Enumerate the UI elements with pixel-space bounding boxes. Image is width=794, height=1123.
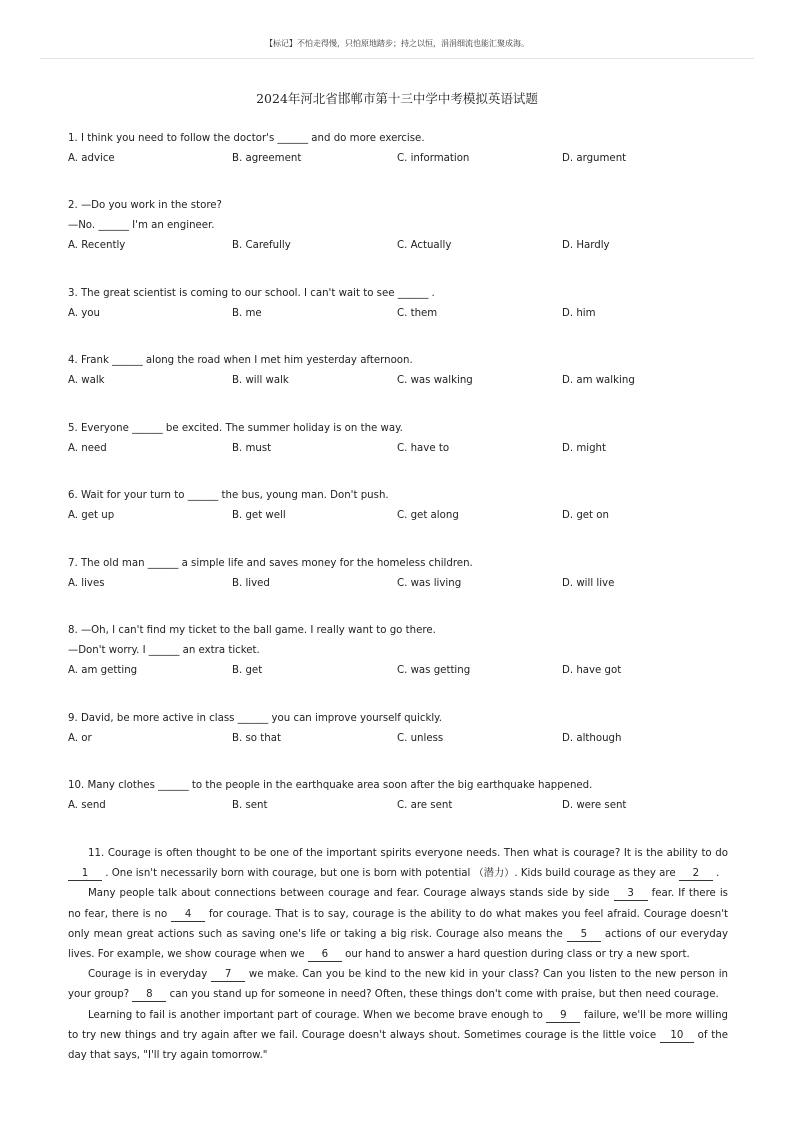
option-c: C. have to xyxy=(397,443,450,454)
blank-8: 8 xyxy=(132,989,166,1002)
option-b: B. lived xyxy=(232,578,270,589)
passage-text: our hand to answer a hard question during class or try a new sport. xyxy=(341,949,690,961)
option-b: B. sent xyxy=(232,800,268,811)
question-2 xyxy=(68,196,748,256)
option-d: D. get on xyxy=(562,510,609,521)
question-4 xyxy=(68,351,748,391)
blank-5: 5 xyxy=(567,929,601,942)
question-stem: 4. Frank ______ along the road when I met him yesterday afternoon. xyxy=(68,355,413,366)
header-motto: 【标记】不怕走得慢，只怕原地踏步；持之以恒，涓涓细流也能汇聚成海。 xyxy=(265,39,529,48)
passage-text: for courage. That is to say, courage is the ability to do what makes you feel afraid. Courage doesn't only mean great actions such as saving one's life or taking a big risk. Courage also means the xyxy=(68,908,729,940)
question-5 xyxy=(68,419,748,459)
option-a: A. need xyxy=(68,443,107,454)
option-c: C. get along xyxy=(397,510,459,521)
question-7 xyxy=(68,554,748,594)
passage-text: failure, we'll be more willing to try new things and try again after we fail. Courage doesn't always shout. Sometimes courage is the little voice xyxy=(68,1009,728,1041)
option-a: A. you xyxy=(68,308,100,319)
question-stem: 3. The great scientist is coming to our school. I can't wait to see ______ . xyxy=(68,288,435,299)
passage-text: Courage is in everyday xyxy=(88,969,212,981)
page-title: 2024年河北省邯郸市第十三中学中考模拟英语试题 xyxy=(256,91,538,106)
question-options xyxy=(68,729,748,749)
passage-text: of the day that says, "I'll try again tomorrow." xyxy=(68,1029,728,1062)
question-6 xyxy=(68,486,748,526)
blank-4: 4 xyxy=(171,909,205,922)
option-b: B. me xyxy=(232,308,262,319)
question-options xyxy=(68,506,748,526)
option-d: D. were sent xyxy=(562,800,627,811)
question-stem: 10. Many clothes ______ to the people in the earthquake area soon after the big earthquake happened. xyxy=(68,780,593,791)
option-a: A. lives xyxy=(68,578,105,589)
option-b: B. must xyxy=(232,443,272,454)
question-options xyxy=(68,796,748,816)
option-b: B. Carefully xyxy=(232,240,291,251)
question-1 xyxy=(68,129,748,169)
option-b: B. agreement xyxy=(232,153,302,164)
option-c: C. was walking xyxy=(397,375,473,386)
option-d: D. him xyxy=(562,308,596,319)
option-a: A. walk xyxy=(68,375,105,386)
question-stem: 6. Wait for your turn to ______ the bus, young man. Don't push. xyxy=(68,490,389,501)
option-b: B. get well xyxy=(232,510,286,521)
passage-text: actions of our everyday lives. For example, we show courage when we xyxy=(68,928,728,961)
question-stem: 1. I think you need to follow the doctor's ______ and do more exercise. xyxy=(68,133,425,144)
passage-paragraph-2 xyxy=(68,884,728,965)
passage-text: fear. If there is no fear, there is no xyxy=(68,888,728,920)
option-d: D. although xyxy=(562,733,622,744)
question-stem: 2. —Do you work in the store? xyxy=(68,200,222,211)
option-d: D. Hardly xyxy=(562,240,610,251)
option-d: D. am walking xyxy=(562,375,635,386)
question-stem: 8. —Oh, I can't find my ticket to the ball game. I really want to go there. xyxy=(68,625,436,636)
question-8 xyxy=(68,621,748,681)
question-options xyxy=(68,149,748,169)
passage-paragraph-1 xyxy=(68,844,728,884)
question-stem: 5. Everyone ______ be excited. The summer holiday is on the way. xyxy=(68,423,403,434)
option-c: C. Actually xyxy=(397,240,452,251)
option-a: A. am getting xyxy=(68,665,138,676)
header-divider xyxy=(40,58,754,59)
option-d: D. might xyxy=(562,443,606,454)
question-options xyxy=(68,661,748,681)
passage-text: can you stand up for someone in need? Often, these things don't come with praise, but then need courage. xyxy=(166,989,719,1001)
passage-text: we make. Can you be kind to the new kid in your class? Can you listen to the new person in your group? xyxy=(68,969,728,1001)
question-stem: 9. David, be more active in class ______ you can improve yourself quickly. xyxy=(68,713,442,724)
blank-9: 9 xyxy=(546,1010,580,1023)
option-c: C. are sent xyxy=(397,800,453,811)
blank-3: 3 xyxy=(614,888,648,901)
question-stem-line-2: —No. ______ I'm an engineer. xyxy=(68,220,215,231)
option-c: C. them xyxy=(397,308,438,319)
passage-text: Many people talk about connections between courage and fear. Courage always stands side by side xyxy=(88,888,614,900)
question-options xyxy=(68,304,748,324)
question-options xyxy=(68,371,748,391)
passage-text: . xyxy=(712,868,720,880)
blank-6: 6 xyxy=(308,949,342,962)
blank-1: 1 xyxy=(68,868,102,881)
option-a: A. send xyxy=(68,800,106,811)
option-c: C. unless xyxy=(397,733,444,744)
question-options xyxy=(68,236,748,256)
option-b: B. get xyxy=(232,665,263,676)
cloze-passage xyxy=(68,844,728,1066)
option-c: C. was living xyxy=(397,578,462,589)
question-options xyxy=(68,439,748,459)
passage-paragraph-3 xyxy=(68,965,728,1005)
question-3 xyxy=(68,284,748,324)
option-a: A. get up xyxy=(68,510,115,521)
option-d: D. argument xyxy=(562,153,627,164)
question-10 xyxy=(68,776,748,816)
blank-10: 10 xyxy=(660,1030,694,1043)
question-options xyxy=(68,574,748,594)
option-d: D. will live xyxy=(562,578,615,589)
passage-text: Learning to fail is another important part of courage. When we become brave enough to xyxy=(88,1009,547,1021)
passage-text: 11. Courage is often thought to be one of the important spirits everyone needs. Then what is courage? It is the ability to do xyxy=(88,848,728,859)
blank-2: 2 xyxy=(679,868,713,881)
option-d: D. have got xyxy=(562,665,622,676)
option-c: C. was getting xyxy=(397,665,471,676)
option-a: A. or xyxy=(68,733,92,744)
passage-text: . One isn't necessarily born with courage, but one is born with potential （潜力）. Kids build courage as they are xyxy=(102,868,679,880)
blank-7: 7 xyxy=(211,969,245,982)
option-a: A. Recently xyxy=(68,240,126,251)
question-stem-line-2: —Don't worry. I ______ an extra ticket. xyxy=(68,645,260,656)
option-b: B. so that xyxy=(232,733,281,744)
option-c: C. information xyxy=(397,153,470,164)
option-a: A. advice xyxy=(68,153,115,164)
option-b: B. will walk xyxy=(232,375,289,386)
question-9 xyxy=(68,709,748,749)
passage-paragraph-4 xyxy=(68,1006,728,1067)
question-stem: 7. The old man ______ a simple life and saves money for the homeless children. xyxy=(68,558,473,569)
